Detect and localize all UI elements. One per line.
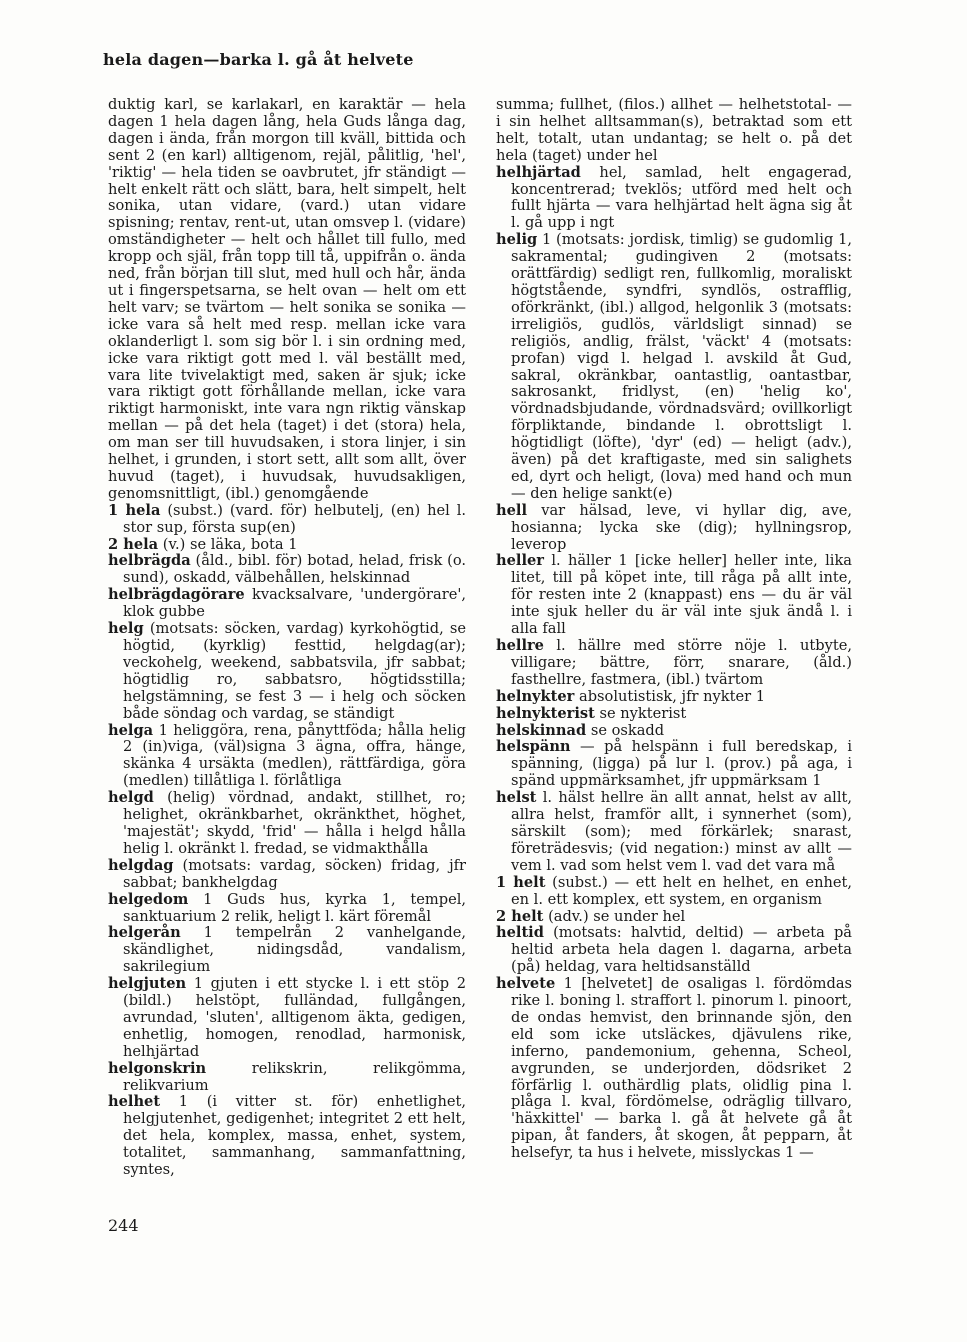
headword: helgd — [108, 789, 154, 807]
entry-text: absolutistisk, jfr nykter 1 — [579, 687, 765, 705]
dictionary-entry — [496, 925, 852, 976]
dictionary-entry — [496, 689, 852, 706]
entry-text: 1 gjuten i ett stycke l. i ett stöp 2 (bildl.) helstöpt, fulländad, fullgången, avrundad, 'sluten', alltigenom äkta, gedigen, enhetlig, homogen, renodlad, harmonisk, helhjärtad — [123, 975, 466, 1060]
dictionary-entry — [496, 97, 852, 165]
dictionary-entry — [108, 790, 466, 858]
entry-text: 1 tempelrån 2 vanhelgande, skändlighet, nidingsdåd, vandalism, sakrilegium — [123, 924, 466, 976]
dictionary-entry — [108, 621, 466, 722]
entry-text: (åld., bibl. för) botad, helad, frisk (o. sund), oskadd, välbehållen, helskinnad — [123, 552, 466, 587]
running-head: hela dagen—barka l. gå åt helvete — [103, 50, 414, 69]
entry-text: l. hällre med större nöje l. utbyte, villigare; bättre, förr, snarare, (åld.) fasthellre, fastmera, (ibl.) tvärtom — [511, 637, 852, 688]
entry-text: (motsats: söcken, vardag) kyrkohögtid, se högtid, (kyrklig) festtid, helgdag(ar); veckohelg, weekend, sabbatsvila, jfr sabbat; högtidlig ro, sabbatsro, högtidsstilla; helgstämning, se fest 3 — i helg och söcken både söndag och vardag, se ständigt — [123, 620, 466, 722]
dictionary-entry — [108, 553, 466, 587]
headword: helga — [108, 721, 154, 739]
headword: helig — [496, 231, 538, 249]
headword: helspänn — [496, 738, 571, 756]
entry-text: 1 Guds hus, kyrka 1, tempel, sanktuarium 2 relik, heligt l. kärt föremål — [123, 890, 466, 925]
entry-text: se nykterist — [599, 704, 687, 722]
dictionary-entry — [108, 976, 466, 1061]
headword: helvete — [496, 975, 556, 993]
entry-text: (v.) se läka, bota 1 — [162, 535, 298, 553]
left-column — [108, 97, 466, 1227]
headword: 2 helt — [496, 907, 544, 925]
headword: helnykter — [496, 687, 575, 705]
headword: helbrägdagörare — [108, 586, 245, 604]
headword: helskinnad — [496, 721, 587, 739]
entry-text: 1 (i vitter st. för) enhetlighet, helgjutenhet, gedigenhet; integritet 2 ett helt, det hela, komplex, massa, enhet, system, totalitet, sammanhang, sammanfattning, syntes, — [123, 1093, 466, 1179]
entry-text: l. hälst hellre än allt annat, helst av allt, allra helst, framför allt, i synnerhet (som), särskilt (som); med förkärlek; snarast, företrädesvis; (vid negation:) minst av allt — vem l. vad som helst vem l. vad det vara må — [511, 789, 852, 874]
entry-text: (motsats: halvtid, deltid) — arbeta på heltid arbeta hela dagen l. dagarna, arbeta (på) heldag, vara heltidsanställd — [511, 924, 852, 976]
entry-text: (motsats: vardag, söcken) fridag, jfr sabbat; bankhelgdag — [123, 856, 466, 891]
headword: heltid — [496, 924, 544, 942]
dictionary-entry — [108, 858, 466, 892]
entry-text: (adv.) se under hel — [548, 907, 686, 925]
headword: helhet — [108, 1093, 161, 1111]
dictionary-entry — [108, 925, 466, 976]
dictionary-entry — [496, 165, 852, 233]
dictionary-entry — [496, 875, 852, 909]
headword: hell — [496, 501, 527, 519]
dictionary-entry — [496, 723, 852, 740]
entry-text: 1 heliggöra, rena, pånyttföda; hålla helig 2 (in)viga, (väl)signa 3 ägna, offra, hänge, skänka 4 ursäkta (medlen), rättfärdiga, göra (medlen) tillåtliga l. förlåtliga — [123, 721, 466, 790]
entry-text: (helig) vördnad, andakt, stillhet, ro; helighet, okränkbarhet, okränkthet, höghet, 'majestät'; skydd, 'frid' — hålla i helgd hålla helig l. okränkt l. fredad, se vidmakthålla — [123, 789, 466, 857]
headword: helgdag — [108, 856, 174, 874]
dictionary-entry — [496, 232, 852, 503]
entry-text: duktig karl, se karlakarl, en karaktär — hela dagen 1 hela dagen lång, hela Guds långa dag, dagen i ända, från morgon till kväll, bittida och sent 2 (en karl) alltigenom, rejäl, pålitlig, 'hel', 'riktig' — hela tiden se oavbrutet, jfr ständigt — helt enkelt rätt och slätt, bara, helt simpelt, helt sonika, utan vidare, (vard.) utan vidare spisning; rentav, rent-ut, utan omsvep l. (vidare) omständigheter — helt och hållet till fullo, med kropp och själ, från topp till tå, uppifrån o. ända ned, från början till slut, med hull och hår, ända ut i fingerspetsarna, se helt ovan — helt om ett helt varv; se tvärtom — helt sonika se sonika — icke vara så helt med resp. mellan icke vara oklanderligt l. som sig bör l. i sin ordning med, icke vara riktigt gott med l. väl beställt med, vara lite tvivelaktigt med, saken är sjuk; icke vara riktigt gott förhållande mellan, icke vara riktigt harmoniskt, inte vara ngn riktig vänskap mellan — på det hela (taget) i det (stora) hela, om man ser till huvudsaken, i stora linjer, i sin helhet, i grunden, i stort sett, allt som allt, över huvud (taget), i huvudsak, huvudsakligen, genomsnittligt, (ibl.) genomgående — [108, 97, 466, 502]
right-column — [496, 97, 852, 1227]
headword: helbrägda — [108, 552, 191, 570]
entry-text: (subst.) — ett helt en helhet, en enhet, en l. ett komplex, ett system, en organism — [511, 873, 852, 908]
headword: 1 helt — [496, 873, 546, 891]
headword: helhjärtad — [496, 163, 581, 181]
dictionary-entry — [496, 909, 852, 926]
dictionary-entry — [108, 503, 466, 537]
headword: helnykterist — [496, 704, 595, 722]
entry-text: 1 [helvetet] de osaligas l. fördömdas rike l. boning l. straffort l. pinorum l. pinoort, de ondas hemvist, den brinnande sjön, den eld som icke utsläckes, djävulens rike, inferno, pandemonium, gehenna, Scheol, avgrunden, se underjorden, dödsriket 2 förfärlig l. outhärdlig plats, olidlig pina l. plåga l. kval, fördömelse, odräglig tillvaro, 'häxkittel' — barka l. gå åt helvete gå åt pipan, åt fanders, åt skogen, åt pepparn, åt helsefyr, ta hus i helvete, misslyckas 1 — — [511, 975, 852, 1162]
dictionary-entry — [496, 553, 852, 638]
entry-text: summa; fullhet, (filos.) allhet — helhetstotal- — i sin helhet alltsamman(s), betraktad som ett helt, totalt, utan undantag; se helt o. på det hela (taget) under hel — [496, 97, 852, 164]
headword: 2 hela — [108, 535, 159, 553]
entry-text: relikskrin, relikgömma, relikvarium — [123, 1059, 466, 1094]
dictionary-entry — [108, 587, 466, 621]
dictionary-entry — [108, 1094, 466, 1179]
dictionary-entry — [108, 892, 466, 926]
headword: helg — [108, 620, 144, 638]
entry-text: 1 (motsats: jordisk, timlig) se gudomlig 1, sakramental; gudingiven 2 (motsats: orättfärdig) sedligt ren, fullkomlig, moraliskt högtstående, syndfri, syndlös, ostrafflig, oförkränkt, (ibl.) allgod, helgonlik 3 (motsats: irreligiös, gudlös, världsligt sinnad) se religiös, andlig, frälst, 'väckt' 4 (motsats: profan) vigd l. helgad l. avskild åt Gud, sakral, okränkbar, oantastlig, oantastbar, sakrosankt, fridlyst, (en) 'helig ko', vördnadsbjudande, vördnadsvärd; ovillkorligt förpliktande, bindande l. obrottsligt l. högtidligt (löfte), 'dyr' (ed) — heligt (adv.), även) på det kraftigaste, med sin salighets ed, dyrt och heligt, (lova) med hand och mun — den helige sankt(e) — [511, 231, 852, 502]
entry-text: — på helspänn i full beredskap, i spänning, (ligga) på lur l. (prov.) på aga, i spänd uppmärksamhet, jfr uppmärksam 1 — [511, 738, 852, 790]
dictionary-entry — [496, 790, 852, 875]
headword: 1 hela — [108, 501, 161, 519]
dictionary-entry — [496, 976, 852, 1162]
entry-text: (subst.) (vard. för) helbutelj, (en) hel l. stor sup, första sup(en) — [123, 501, 466, 536]
headword: helgedom — [108, 890, 189, 908]
dictionary-entry — [496, 638, 852, 689]
entry-text: kvacksalvare, 'undergörare', klok gubbe — [123, 586, 466, 621]
headword: helgerån — [108, 924, 181, 942]
dictionary-entry — [108, 723, 466, 791]
headword: helst — [496, 789, 537, 807]
dictionary-entry — [496, 706, 852, 723]
dictionary-entry — [496, 739, 852, 790]
entry-text: se oskadd — [590, 721, 665, 739]
headword: helgjuten — [108, 975, 187, 993]
dictionary-entry — [108, 1061, 466, 1095]
dictionary-entry — [496, 503, 852, 554]
dictionary-entry — [108, 537, 466, 554]
entry-text: hel, samlad, helt engagerad, koncentrerad; tveklös; utförd med helt och fullt hjärta — vara helhjärtad helt ägna sig åt l. gå upp i ngt — [511, 163, 852, 232]
entry-text: var hälsad, leve, vi hyllar dig, ave, hosianna; lycka ske (dig); hyllningsrop, leverop — [511, 501, 852, 553]
headword: heller — [496, 552, 544, 570]
entry-text: l. häller 1 [icke heller] heller inte, lika litet, till på köpet inte, till råga på allt inte, för resten inte 2 (knappast) ens — du är väl inte sjuk heller du är väl inte sjuk ändå l. i alla fall — [511, 552, 852, 638]
page-number: 244 — [108, 1216, 139, 1235]
headword: helgonskrin — [108, 1059, 207, 1077]
dictionary-entry — [108, 97, 466, 503]
headword: hellre — [496, 637, 544, 654]
